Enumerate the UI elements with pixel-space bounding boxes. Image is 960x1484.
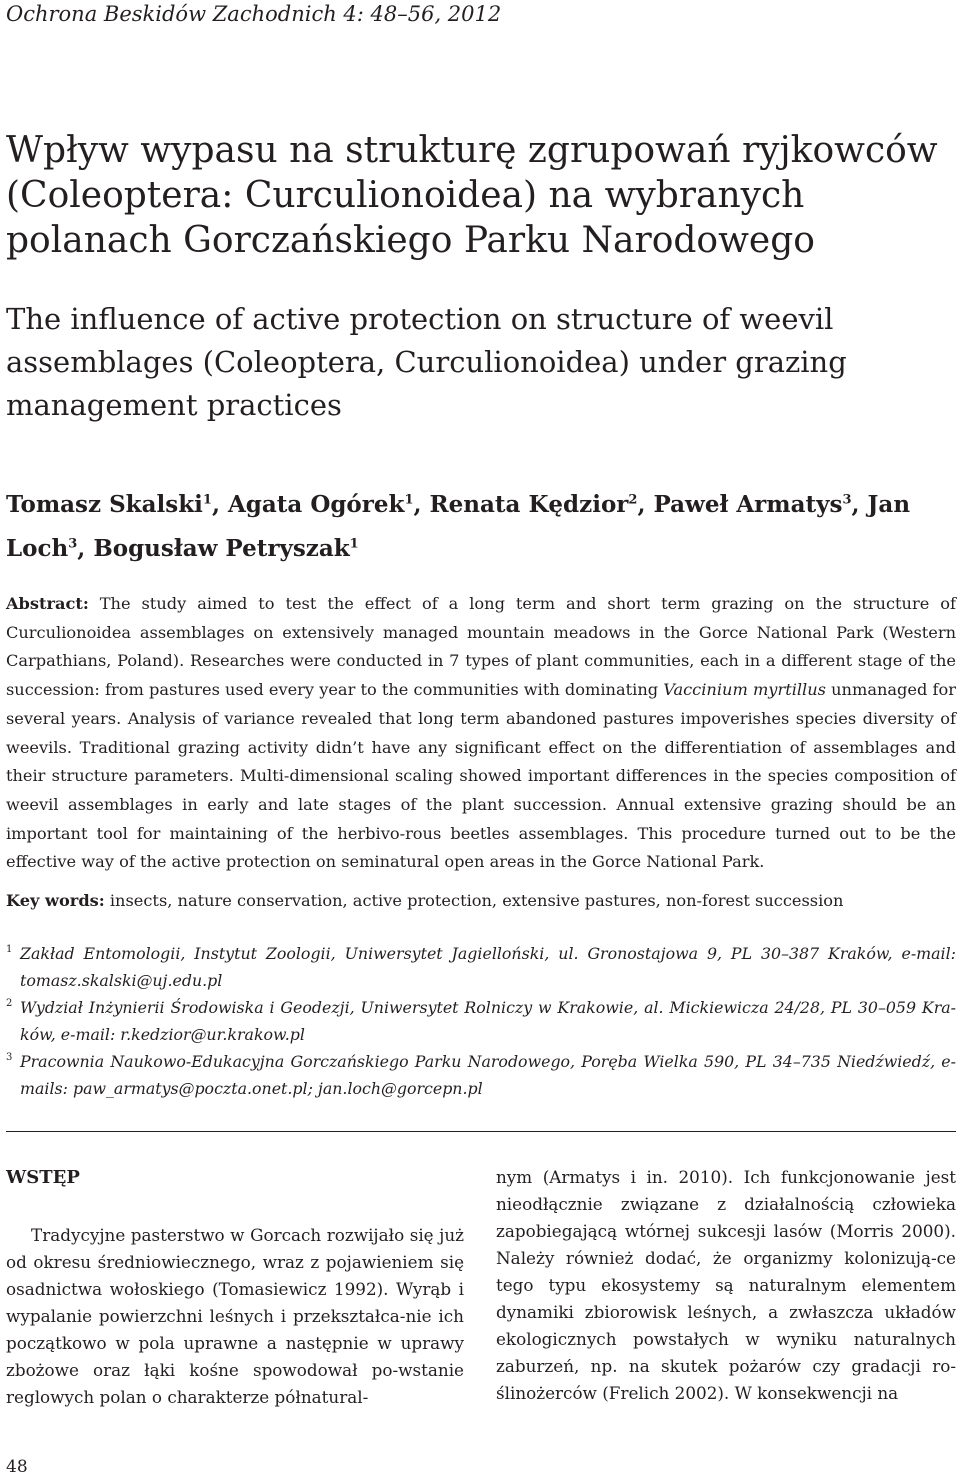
affiliation-mark: 1 — [349, 536, 359, 552]
affiliation-number: 3 — [6, 1052, 13, 1063]
affiliation-item — [6, 994, 956, 1048]
author: Paweł Armatys$^3$, — [653, 490, 868, 518]
author: Tomasz Skalski$^1$, — [6, 490, 228, 518]
affiliation-mark: 3 — [68, 536, 78, 552]
section-heading: WSTĘP — [6, 1167, 80, 1188]
page-number: 48 — [6, 1457, 28, 1477]
keywords-label: Key words: — [6, 891, 105, 910]
affiliation-mark: 3 — [842, 492, 852, 507]
body-paragraph: Tradycyjne pasterstwo w Gorcach rozwijało się już od okresu średniowiecznego, wraz z pojawieniem się osadnictwa wołoskiego (Tomasiewicz 1992). Wyrąb i wypalanie powierzchni leśnych i przekształca-nie ich początkowo w pola uprawne a następnie w uprawy zbożowe oraz łąki kośne spowodował po-wstanie reglowych polan o charakterze półnatural- — [6, 1225, 464, 1407]
abstract-label: Abstract: — [6, 594, 89, 613]
affiliation-text: Zakład Entomologii, Instytut Zoologii, Uniwersytet Jagielloński, ul. Gronostajowa 9, PL 30–387 Kraków, e-mail: tomasz.skalski@uj.edu.pl — [20, 944, 956, 990]
right-column — [496, 1164, 956, 1407]
affiliation-item — [6, 940, 956, 994]
affiliation-list — [6, 940, 956, 1102]
author: Agata Ogórek$^1$, — [227, 490, 430, 518]
keywords — [6, 887, 956, 915]
title-english: The influence of active protection on structure of weevil assemblages (Coleoptera, Curculionoidea) under grazing management practices — [6, 302, 847, 422]
affiliation-mark: 1 — [404, 492, 414, 507]
journal-citation: Ochrona Beskidów Zachodnich 4: 48–56, 2012 — [6, 2, 502, 26]
affiliation-item — [6, 1048, 956, 1102]
abstract-text-cont: unmanaged for several years. Analysis of variance revealed that long term abandoned pastures impoverishes species diversity of weevils. Traditional grazing activity didn’t have any significant effect on the differentiation of assemblages and their structure parameters. Multi-dimensional scaling showed important differences in the species composition of weevil assemblages in early and late stages of the plant succession. Annual extensive grazing should be an important tool for maintaining of the herbivo-rous beetles assemblages. This procedure turned out to be the effective way of the active protection on seminatural open areas in the Gorce National Park. — [6, 680, 956, 872]
affiliation-number: 1 — [6, 944, 13, 955]
keywords-text: insects, nature conservation, active protection, extensive pastures, non-forest succession — [104, 891, 844, 910]
body-paragraph-continued: nym (Armatys i in. 2010). Ich funkcjonowanie jest nieodłącznie związane z działalnością człowieka zapobiegającą wtórnej sukcesji lasów (Morris 2000). Należy również dodać, że organizmy kolonizują-ce tego typu ekosystemy są naturalnym elementem dynamiki zbiorowisk leśnych, a zwłaszcza układów ekologicznych powstałych w wyniku naturalnych zaburzeń, np. na skutek pożarów czy gradacji ro-ślinożerców (Frelich 2002). W konsekwencji na — [496, 1167, 956, 1403]
abstract-text: The study aimed to test the effect of a long term and short term grazing on the structure of Curculionoidea assemblages on extensively managed mountain meadows in the Gorce National Park (Western Carpathians, Poland). Researches were conducted in 7 types of plant communities, each in a different stage of the succession: from pastures used every year to the communities with dominating — [6, 594, 956, 700]
section-divider — [6, 1131, 956, 1132]
abstract — [6, 590, 956, 877]
affiliation-number: 2 — [6, 998, 13, 1009]
species-name: Vaccinium myrtillus — [663, 680, 826, 700]
author: Jan Loch$^3$, — [6, 490, 911, 563]
author: Bogusław Petryszak$^1$ — [93, 535, 359, 563]
title-polish: Wpływ wypasu na strukturę zgrupowań ryjkowców (Coleoptera: Curculionoidea) na wybranych polanach Gorczańskiego Parku Narodowego — [6, 130, 938, 261]
affiliation-mark: 1 — [202, 492, 212, 507]
author: Renata Kędzior$^2$, — [429, 490, 654, 518]
affiliation-text: Wydział Inżynierii Środowiska i Geodezji, Uniwersytet Rolniczy w Krakowie, al. Mickiewicza 24/28, PL 30–059 Kra-ków, e-mail: r.kedzior@ur.krakow.pl — [20, 998, 956, 1044]
left-column — [6, 1164, 464, 1411]
affiliation-mark: 2 — [628, 492, 638, 507]
author-list — [6, 480, 946, 569]
affiliation-text: Pracownia Naukowo-Edukacyjna Gorczańskiego Parku Narodowego, Poręba Wielka 590, PL 34–735 Niedźwiedź, e-mails: paw_armatys@poczta.onet.pl; jan.loch@gorcepn.pl — [20, 1052, 956, 1098]
